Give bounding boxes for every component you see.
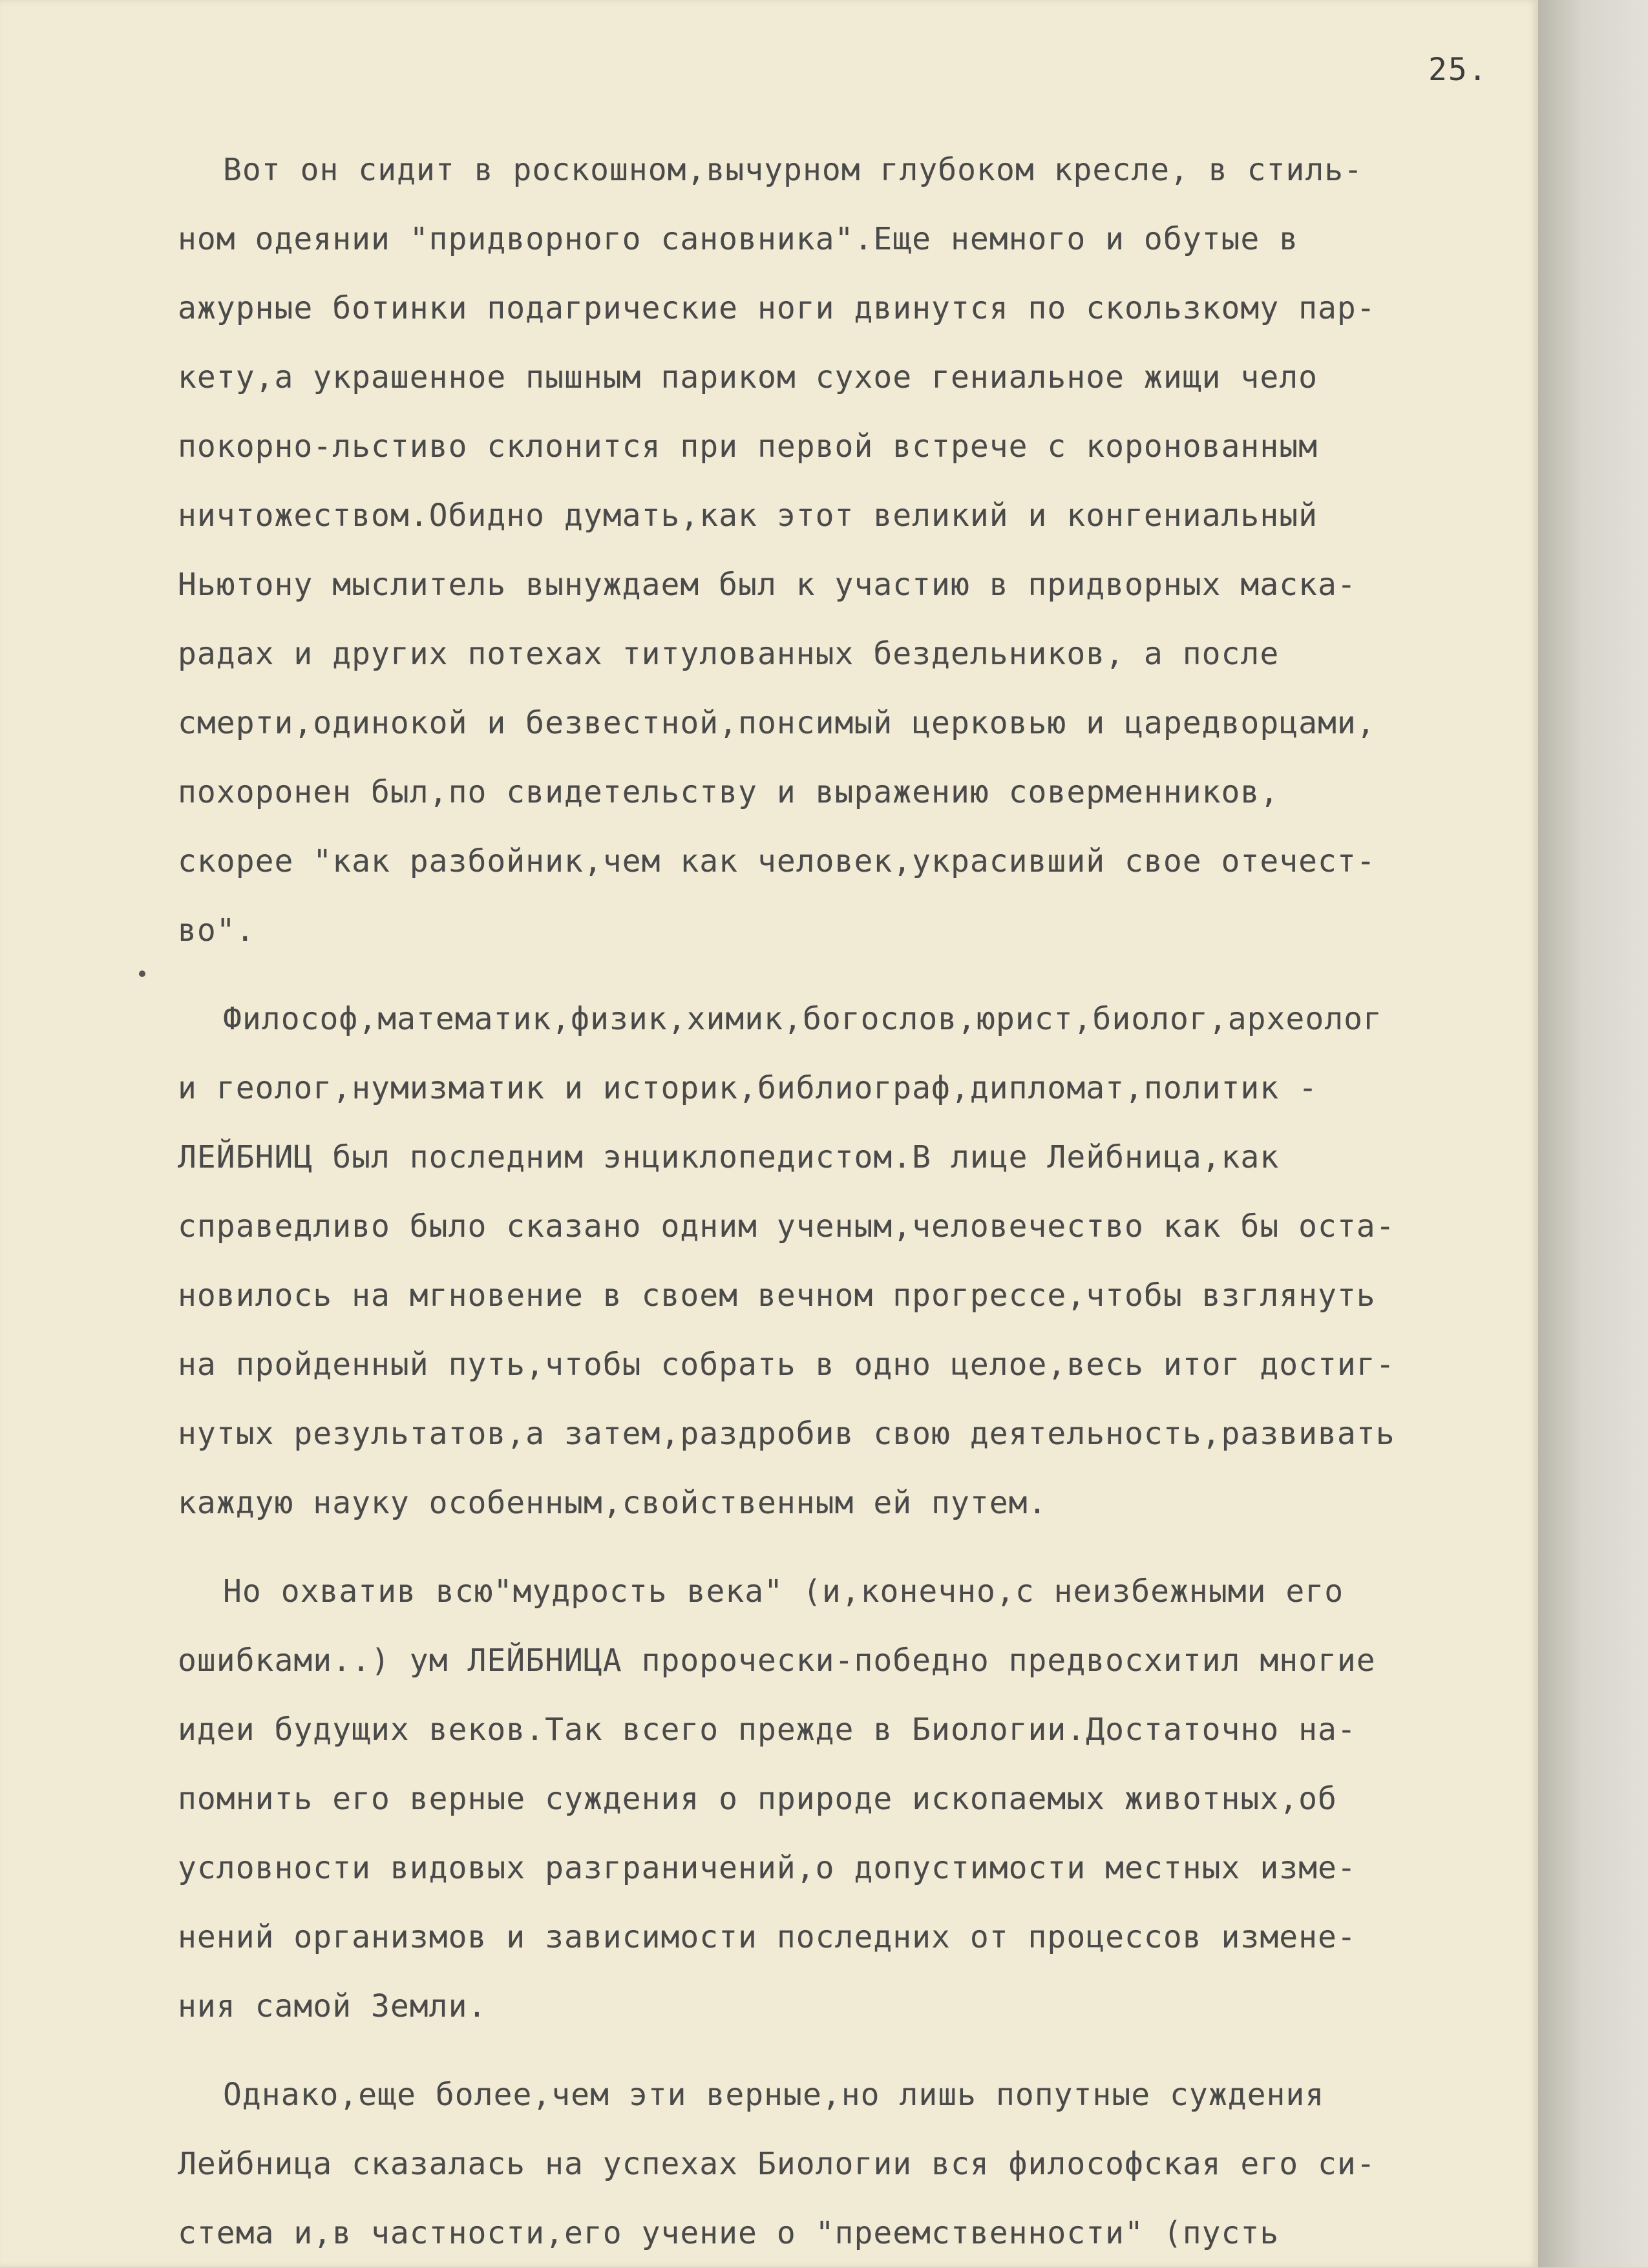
text-line: ния самой Земли. xyxy=(178,1988,487,2024)
text-line: и геолог,нумизматик и историк,библиограф,дипломат,политик - xyxy=(178,1070,1318,1106)
text-line: Однако,еще более,чем эти верные,но лишь попутные суждения xyxy=(223,2077,1325,2113)
paragraph-2 xyxy=(178,985,1561,1538)
text-line: Лейбница сказалась на успехах Биологии вся философская его си- xyxy=(178,2146,1376,2182)
text-line: Ньютону мыслитель вынуждаем был к участию в придворных маска- xyxy=(178,567,1357,603)
paragraph-4 xyxy=(178,2061,1561,2268)
text-line: ЛЕЙБНИЦ был последним энциклопедистом.В лице Лейбница,как xyxy=(178,1139,1280,1175)
text-line: Вот он сидит в роскошном,вычурном глубоком кресле, в стиль- xyxy=(223,152,1364,188)
text-line: условности видовых разграничений,о допустимости местных изме- xyxy=(178,1850,1357,1886)
text-line: новилось на мгновение в своем вечном прогрессе,чтобы взглянуть xyxy=(178,1277,1376,1314)
paragraph-1 xyxy=(178,136,1561,965)
page-number: 25. xyxy=(1428,52,1488,88)
text-line: во". xyxy=(178,912,255,949)
text-line: каждую науку особенным,свойственным ей путем. xyxy=(178,1485,1048,1521)
text-line: кету,а украшенное пышным париком сухое гениальное жищи чело xyxy=(178,359,1318,395)
margin-mark xyxy=(139,971,145,977)
text-line: Философ,математик,физик,химик,богослов,юрист,биолог,археолог xyxy=(223,1001,1382,1037)
text-line: Но охватив всю"мудрость века" (и,конечно,с неизбежными его xyxy=(223,1573,1344,1610)
text-line: смерти,одинокой и безвестной,понсимый церковью и царедворцами, xyxy=(178,705,1376,741)
text-line: помнить его верные суждения о природе ископаемых животных,об xyxy=(178,1781,1337,1817)
text-line: идеи будущих веков.Так всего прежде в Биологии.Достаточно на- xyxy=(178,1712,1357,1748)
text-line: справедливо было сказано одним ученым,человечество как бы оста- xyxy=(178,1208,1395,1244)
text-line: на пройденный путь,чтобы собрать в одно целое,весь итог достиг- xyxy=(178,1347,1395,1383)
text-line: похоронен был,по свидетельству и выражению соверменников, xyxy=(178,774,1280,810)
text-line: стема и,в частности,его учение о "преемственности" (пусть xyxy=(178,2215,1280,2251)
text-line: скорее "как разбойник,чем как человек,украсивший свое отечест- xyxy=(178,843,1376,879)
text-line: ажурные ботинки подагрические ноги двинутся по скользкому пар- xyxy=(178,290,1376,326)
text-line: ошибками..) ум ЛЕЙБНИЦА пророчески-победно предвосхитил многие xyxy=(178,1643,1376,1679)
text-line: радах и других потехах титулованных бездельников, а после xyxy=(178,636,1280,672)
text-line: ничтожеством.Обидно думать,как этот великий и конгениальный xyxy=(178,498,1318,534)
text-line: нений организмов и зависимости последних от процессов измене- xyxy=(178,1919,1357,1955)
text-line: покорно-льстиво склонится при первой встрече с коронованным xyxy=(178,428,1318,465)
document-body xyxy=(178,136,1561,2268)
text-line: нутых результатов,а затем,раздробив свою деятельность,развивать xyxy=(178,1416,1395,1452)
text-line: ном одеянии "придворного сановника".Еще немного и обутые в xyxy=(178,221,1299,257)
paragraph-3 xyxy=(178,1557,1561,2041)
